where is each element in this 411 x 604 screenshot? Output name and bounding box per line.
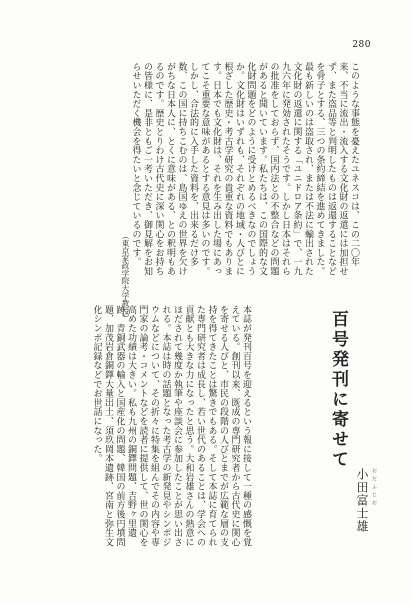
author-name: 小田富士雄 — [355, 468, 369, 533]
affiliation-text: （東京家政学院大学教授） — [121, 232, 130, 322]
article-title: 百号発刊に寄せて — [328, 310, 348, 470]
page-number: 280 — [352, 40, 371, 50]
lower-text-block: 本誌が発刊百号を迎えるという報に接して一種の感慨を覚えている。創刊以来、既成の専門研究者から古代史に関心を寄せる人びと、市民の段階の人びとまでが広範な層の支持を得てきたことは驚きでもある。そして本誌に育てられた専門研究者は成長し、若い世代のあることは、学会への貢献とも大きな力になったと思う。大和岩雄さんの熱意にほだされて幾度か執筆や座談会に参加したことが思い出される。本誌は時の話題となった考古学の新発見やシンポジウムなどについて、その折々に特集を組んでその内容や専門家の論考・コメントなどを読者に提供して、世の関心を高めた功績は大きい。私も九州の銅鐸問題、吉野ヶ里遺跡、青銅武器の輸入と国産化の問題、韓国の前方後円墳問題、加茂岩倉銅鐸大量出土、須玖岡本遺跡、宮南と弥生文化シンポ記録などでお世話になった。 — [91, 305, 251, 547]
author-ruby: おだふじお — [371, 468, 377, 508]
upper-text-block: このような事態を憂えたユネスコは、この二〇年来、不当に流出・流入する文化財の返還には加担せず、また盗品等と判明したものは返還することなどを骨子とする、三つの条約締結を進めてきました。最も新しいのは盗取され、または不法に輸出された文化財の返還に関する「ユニドロア条約」で、一九九六年に発効されたそうです。しかし日本はそれらの批准をしておらず、国内法との不整合などの問題があると聞いています。私たちは、この国際的な文化財問題をどのように受けとめるべきなのでしょうか。文化財はいずれも、それぞれの地域・人びとに根ざした歴史・考古学研究の貴重な資料でもあります。日本でも文化財は、それを生み出した場にあってこそ重要な意味があるとする意見は多いのです。しかし、合法的に入手した資料を、出来るだけ多数、この国に持ちこむのは、島国ゆえの世界を欠けがちな日本人に、とくに意味がある、との釈明もあるのです。歴史とりわけ古代史に深い関心をお持ちの皆様に、是非ともご一考いただき、御見解をお知らせいただく機会を得たいと念じているのです。 — [130, 62, 359, 276]
